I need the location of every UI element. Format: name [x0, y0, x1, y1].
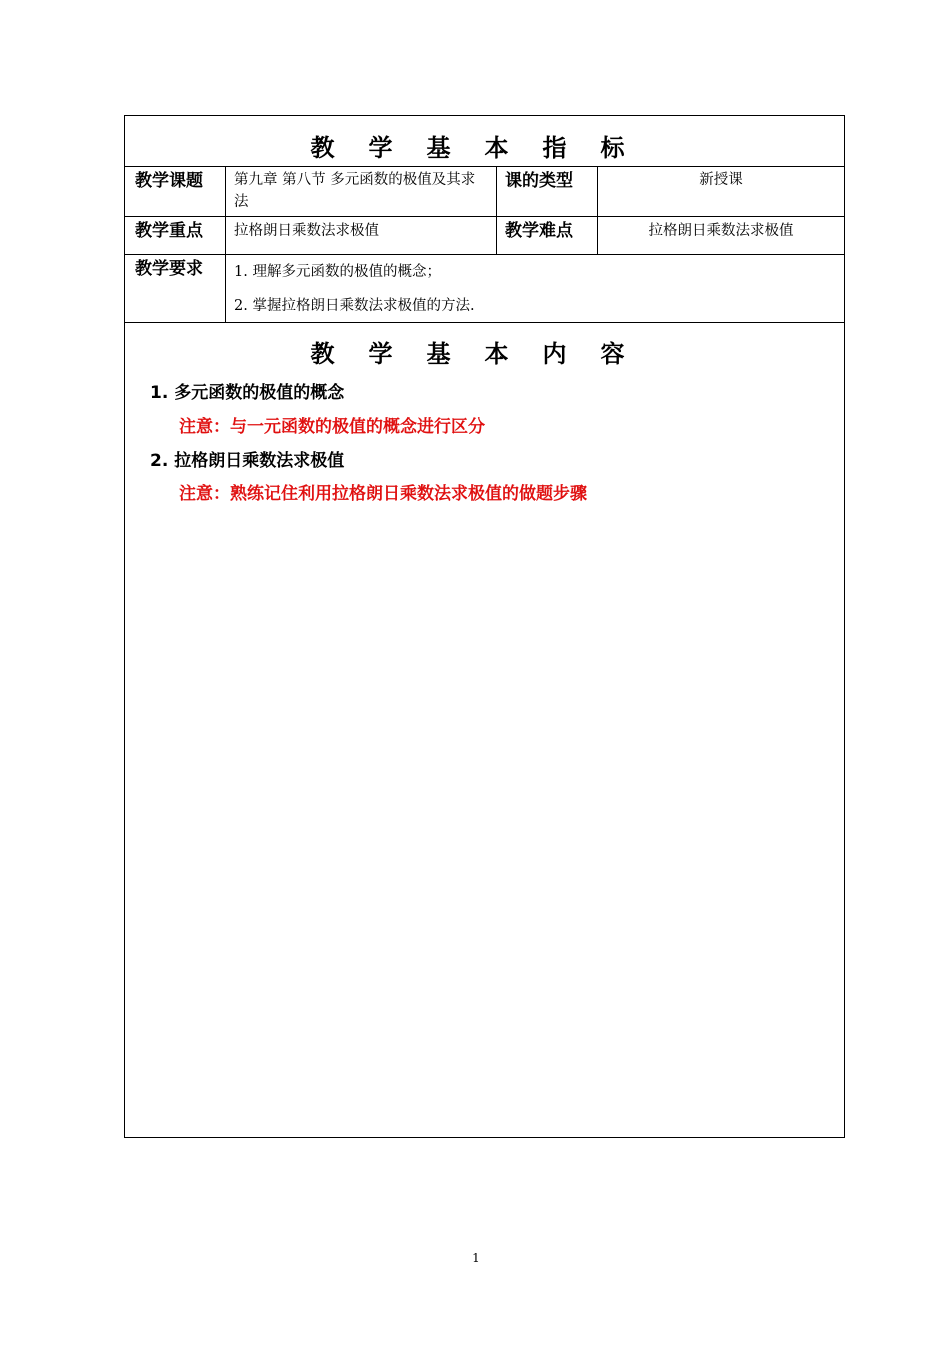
- content-note: 注意：与一元函数的极值的概念进行区分: [179, 417, 485, 437]
- content-heading: 1. 多元函数的极值的概念: [150, 383, 345, 403]
- requirement-label: 教学要求: [135, 259, 203, 279]
- topic-value: 第九章 第八节 多元函数的极值及其求法: [234, 172, 476, 210]
- row-divider: [125, 254, 844, 255]
- lesson-plan-table: [124, 115, 845, 1138]
- content-heading: 2. 拉格朗日乘数法求极值: [150, 451, 345, 471]
- requirement-item: 2. 掌握拉格朗日乘数法求极值的方法.: [234, 298, 475, 314]
- content-title: 教学基本内容: [310, 340, 659, 368]
- row-divider: [125, 216, 844, 217]
- col-divider: [225, 166, 226, 322]
- row-divider: [125, 166, 844, 167]
- page-number: 1: [472, 1251, 480, 1265]
- difficulty-value: 拉格朗日乘数法求极值: [648, 223, 794, 239]
- requirement-item: 1. 理解多元函数的极值的概念；: [234, 264, 441, 280]
- header-title: 教学基本指标: [310, 134, 659, 162]
- focus-label: 教学重点: [135, 221, 203, 241]
- focus-value: 拉格朗日乘数法求极值: [234, 223, 379, 239]
- row-divider: [125, 322, 844, 323]
- topic-label: 教学课题: [135, 171, 203, 191]
- content-note: 注意：熟练记住利用拉格朗日乘数法求极值的做题步骤: [179, 484, 587, 504]
- col-divider: [496, 166, 497, 254]
- type-label: 课的类型: [505, 171, 573, 191]
- difficulty-label: 教学难点: [505, 221, 573, 241]
- type-value: 新授课: [699, 172, 743, 188]
